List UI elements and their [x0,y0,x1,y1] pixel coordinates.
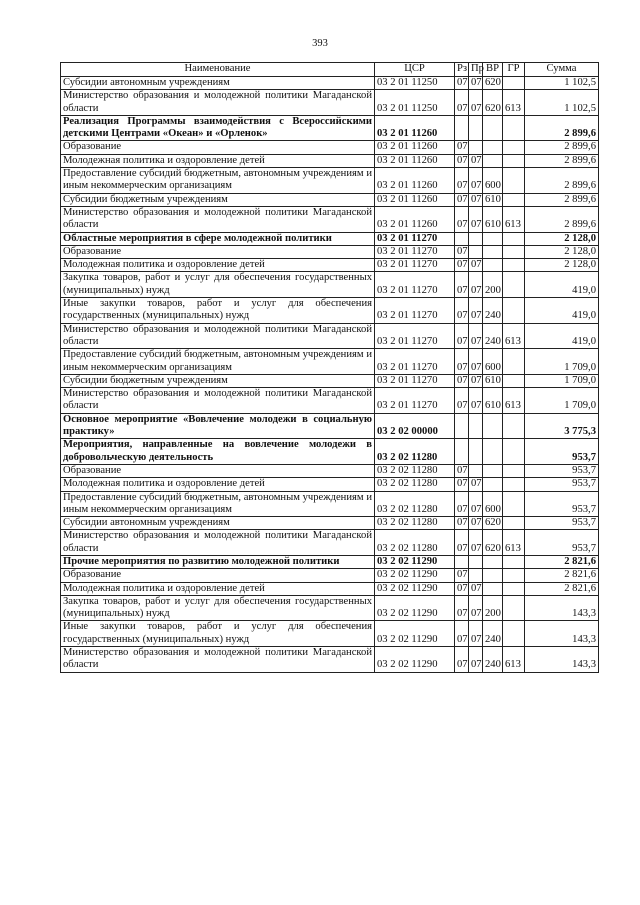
cell-vr [483,555,503,568]
cell-pr: 07 [469,582,483,595]
cell-csr: 03 2 01 11250 [375,77,455,90]
cell-rz: 07 [455,582,469,595]
cell-csr: 03 2 01 11250 [375,90,455,116]
cell-csr: 03 2 01 11270 [375,349,455,375]
cell-vr [483,439,503,465]
table-row [61,595,599,621]
cell-gr [503,349,525,375]
table-row [61,245,599,258]
cell-name: Министерство образования и молодежной политики Магаданской области [61,388,375,414]
table-row [61,647,599,673]
cell-rz: 07 [455,464,469,477]
cell-csr: 03 2 01 11270 [375,245,455,258]
cell-sum: 1 709,0 [525,349,599,375]
table-row [61,439,599,465]
cell-name: Министерство образования и молодежной политики Магаданской области [61,323,375,349]
cell-pr: 07 [469,168,483,194]
cell-name: Молодежная политика и оздоровление детей [61,154,375,167]
cell-csr: 03 2 01 11270 [375,232,455,245]
cell-csr: 03 2 01 11260 [375,168,455,194]
cell-name: Образование [61,569,375,582]
cell-sum: 2 128,0 [525,245,599,258]
cell-gr [503,272,525,298]
cell-sum: 419,0 [525,298,599,324]
table-row [61,478,599,491]
table-row [61,569,599,582]
table-row [61,349,599,375]
cell-pr [469,464,483,477]
cell-sum: 1 102,5 [525,90,599,116]
header-gr: ГР [503,63,525,77]
cell-name: Субсидии автономным учреждениям [61,77,375,90]
cell-pr [469,141,483,154]
cell-csr: 03 2 02 00000 [375,413,455,439]
cell-gr: 613 [503,323,525,349]
cell-rz: 07 [455,517,469,530]
cell-vr [483,464,503,477]
cell-csr: 03 2 01 11270 [375,374,455,387]
cell-vr [483,413,503,439]
cell-gr [503,154,525,167]
cell-sum: 1 102,5 [525,77,599,90]
cell-pr: 07 [469,595,483,621]
table-row [61,168,599,194]
cell-csr: 03 2 02 11280 [375,491,455,517]
cell-gr [503,491,525,517]
cell-csr: 03 2 01 11260 [375,115,455,141]
cell-csr: 03 2 02 11280 [375,517,455,530]
cell-csr: 03 2 01 11260 [375,154,455,167]
cell-gr: 613 [503,206,525,232]
header-csr: ЦСР [375,63,455,77]
cell-csr: 03 2 01 11270 [375,259,455,272]
cell-csr: 03 2 01 11270 [375,272,455,298]
cell-vr [483,141,503,154]
table-row [61,272,599,298]
cell-gr: 613 [503,647,525,673]
cell-sum: 2 821,6 [525,569,599,582]
table-row [61,115,599,141]
cell-sum: 419,0 [525,323,599,349]
cell-name: Образование [61,245,375,258]
table-row [61,232,599,245]
cell-name: Областные мероприятия в сфере молодежной политики [61,232,375,245]
cell-pr: 07 [469,530,483,556]
cell-rz: 07 [455,245,469,258]
cell-vr: 600 [483,349,503,375]
cell-sum: 2 128,0 [525,259,599,272]
cell-rz: 07 [455,90,469,116]
cell-gr [503,168,525,194]
table-row [61,413,599,439]
cell-gr [503,298,525,324]
cell-vr: 620 [483,517,503,530]
cell-csr: 03 2 02 11280 [375,439,455,465]
cell-rz: 07 [455,141,469,154]
cell-vr: 620 [483,90,503,116]
cell-vr: 200 [483,595,503,621]
cell-pr: 07 [469,154,483,167]
cell-rz [455,413,469,439]
cell-vr: 240 [483,647,503,673]
cell-gr [503,141,525,154]
cell-pr: 07 [469,517,483,530]
cell-name: Министерство образования и молодежной политики Магаданской области [61,206,375,232]
cell-gr [503,621,525,647]
cell-sum: 419,0 [525,272,599,298]
cell-pr [469,115,483,141]
table-row [61,517,599,530]
cell-sum: 953,7 [525,478,599,491]
cell-pr: 07 [469,90,483,116]
cell-csr: 03 2 02 11280 [375,478,455,491]
cell-pr: 07 [469,647,483,673]
cell-vr [483,569,503,582]
cell-pr [469,569,483,582]
cell-gr [503,439,525,465]
cell-vr: 200 [483,272,503,298]
cell-sum: 2 821,6 [525,555,599,568]
cell-name: Субсидии бюджетным учреждениям [61,374,375,387]
cell-pr: 07 [469,272,483,298]
cell-csr: 03 2 01 11260 [375,193,455,206]
cell-name: Реализация Программы взаимодействия с Всероссийскими детскими Центрами «Океан» и «Орленок» [61,115,375,141]
cell-vr [483,259,503,272]
table-body [61,77,599,673]
cell-name: Образование [61,464,375,477]
cell-rz: 07 [455,478,469,491]
cell-rz [455,555,469,568]
cell-pr [469,245,483,258]
cell-rz: 07 [455,77,469,90]
cell-csr: 03 2 02 11290 [375,569,455,582]
cell-name: Иные закупки товаров, работ и услуг для обеспечения государственных (муниципальных) нужд [61,298,375,324]
cell-name: Министерство образования и молодежной политики Магаданской области [61,90,375,116]
cell-name: Субсидии автономным учреждениям [61,517,375,530]
table-row [61,621,599,647]
cell-csr: 03 2 02 11290 [375,621,455,647]
cell-gr [503,464,525,477]
cell-sum: 953,7 [525,439,599,465]
cell-vr [483,582,503,595]
table-row [61,90,599,116]
cell-rz: 07 [455,259,469,272]
cell-sum: 2 899,6 [525,115,599,141]
cell-pr: 07 [469,478,483,491]
table-row [61,77,599,90]
cell-sum: 2 899,6 [525,141,599,154]
cell-csr: 03 2 02 11280 [375,464,455,477]
table-row [61,206,599,232]
table-row [61,530,599,556]
table-row [61,374,599,387]
cell-rz: 07 [455,193,469,206]
cell-pr: 07 [469,77,483,90]
cell-gr: 613 [503,530,525,556]
cell-rz: 07 [455,388,469,414]
cell-vr: 240 [483,621,503,647]
cell-gr [503,595,525,621]
cell-vr: 620 [483,530,503,556]
cell-csr: 03 2 01 11260 [375,141,455,154]
cell-name: Прочие мероприятия по развитию молодежной политики [61,555,375,568]
cell-sum: 2 899,6 [525,168,599,194]
cell-vr: 240 [483,323,503,349]
cell-rz: 07 [455,154,469,167]
cell-sum: 953,7 [525,491,599,517]
cell-sum: 143,3 [525,595,599,621]
cell-name: Иные закупки товаров, работ и услуг для обеспечения государственных (муниципальных) нужд [61,621,375,647]
cell-rz: 07 [455,647,469,673]
table-row [61,555,599,568]
cell-gr [503,555,525,568]
header-pr: Пр [469,63,483,77]
header-sum: Сумма [525,63,599,77]
cell-vr [483,115,503,141]
cell-vr: 600 [483,168,503,194]
cell-name: Предоставление субсидий бюджетным, автономным учреждениям и иным некоммерческим организациям [61,491,375,517]
cell-name: Министерство образования и молодежной политики Магаданской области [61,647,375,673]
header-vr: ВР [483,63,503,77]
cell-csr: 03 2 01 11270 [375,298,455,324]
table-row [61,298,599,324]
cell-vr: 610 [483,388,503,414]
cell-sum: 2 128,0 [525,232,599,245]
cell-rz: 07 [455,168,469,194]
cell-name: Закупка товаров, работ и услуг для обеспечения государственных (муниципальных) нужд [61,595,375,621]
cell-sum: 1 709,0 [525,388,599,414]
cell-rz: 07 [455,298,469,324]
cell-vr [483,154,503,167]
page-number: 393 [312,38,328,49]
cell-pr: 07 [469,193,483,206]
table-row [61,491,599,517]
cell-sum: 143,3 [525,621,599,647]
cell-pr [469,232,483,245]
table-row [61,323,599,349]
cell-gr: 613 [503,388,525,414]
cell-pr [469,413,483,439]
budget-table [60,62,599,673]
cell-pr: 07 [469,323,483,349]
cell-name: Образование [61,141,375,154]
cell-vr [483,245,503,258]
header-name: Наименование [61,63,375,77]
cell-gr [503,517,525,530]
cell-vr: 600 [483,491,503,517]
cell-pr [469,439,483,465]
cell-rz: 07 [455,530,469,556]
cell-csr: 03 2 02 11290 [375,595,455,621]
cell-vr: 610 [483,206,503,232]
cell-csr: 03 2 02 11290 [375,582,455,595]
cell-csr: 03 2 02 11290 [375,647,455,673]
table-row [61,388,599,414]
cell-name: Молодежная политика и оздоровление детей [61,478,375,491]
table-row [61,193,599,206]
cell-sum: 953,7 [525,464,599,477]
cell-rz: 07 [455,621,469,647]
cell-pr: 07 [469,621,483,647]
cell-pr: 07 [469,491,483,517]
cell-name: Предоставление субсидий бюджетным, автономным учреждениям и иным некоммерческим организациям [61,168,375,194]
cell-csr: 03 2 01 11260 [375,206,455,232]
cell-sum: 2 821,6 [525,582,599,595]
cell-vr: 610 [483,193,503,206]
cell-pr: 07 [469,206,483,232]
cell-gr [503,569,525,582]
cell-name: Молодежная политика и оздоровление детей [61,582,375,595]
cell-csr: 03 2 01 11270 [375,323,455,349]
cell-rz: 07 [455,206,469,232]
cell-rz [455,115,469,141]
cell-sum: 143,3 [525,647,599,673]
cell-gr [503,77,525,90]
cell-vr: 610 [483,374,503,387]
cell-gr [503,193,525,206]
cell-pr: 07 [469,349,483,375]
cell-gr [503,413,525,439]
cell-rz [455,232,469,245]
header-row [61,63,599,77]
table-row [61,464,599,477]
cell-sum: 2 899,6 [525,206,599,232]
cell-name: Предоставление субсидий бюджетным, автономным учреждениям и иным некоммерческим организациям [61,349,375,375]
cell-gr [503,259,525,272]
table-row [61,582,599,595]
cell-vr [483,232,503,245]
cell-vr: 620 [483,77,503,90]
cell-rz: 07 [455,272,469,298]
cell-csr: 03 2 02 11280 [375,530,455,556]
cell-pr: 07 [469,298,483,324]
cell-pr: 07 [469,388,483,414]
cell-name: Мероприятия, направленные на вовлечение молодежи в добровольческую деятельность [61,439,375,465]
cell-gr [503,478,525,491]
cell-pr: 07 [469,374,483,387]
cell-gr [503,245,525,258]
cell-sum: 953,7 [525,530,599,556]
cell-rz: 07 [455,349,469,375]
cell-rz: 07 [455,374,469,387]
cell-name: Министерство образования и молодежной политики Магаданской области [61,530,375,556]
cell-csr: 03 2 01 11270 [375,388,455,414]
cell-rz: 07 [455,595,469,621]
cell-gr: 613 [503,90,525,116]
cell-name: Молодежная политика и оздоровление детей [61,259,375,272]
cell-vr [483,478,503,491]
cell-sum: 1 709,0 [525,374,599,387]
cell-rz: 07 [455,323,469,349]
cell-gr [503,374,525,387]
cell-gr [503,582,525,595]
cell-name: Основное мероприятие «Вовлечение молодежи в социальную практику» [61,413,375,439]
table-row [61,141,599,154]
cell-sum: 3 775,3 [525,413,599,439]
table-row [61,154,599,167]
cell-gr [503,232,525,245]
cell-name: Субсидии бюджетным учреждениям [61,193,375,206]
cell-rz [455,439,469,465]
cell-sum: 2 899,6 [525,193,599,206]
cell-name: Закупка товаров, работ и услуг для обеспечения государственных (муниципальных) нужд [61,272,375,298]
cell-sum: 953,7 [525,517,599,530]
cell-rz: 07 [455,569,469,582]
table-row [61,259,599,272]
header-rz: Рз [455,63,469,77]
cell-gr [503,115,525,141]
cell-pr [469,555,483,568]
cell-sum: 2 899,6 [525,154,599,167]
table-header [61,63,599,77]
cell-rz: 07 [455,491,469,517]
cell-vr: 240 [483,298,503,324]
cell-pr: 07 [469,259,483,272]
cell-csr: 03 2 02 11290 [375,555,455,568]
